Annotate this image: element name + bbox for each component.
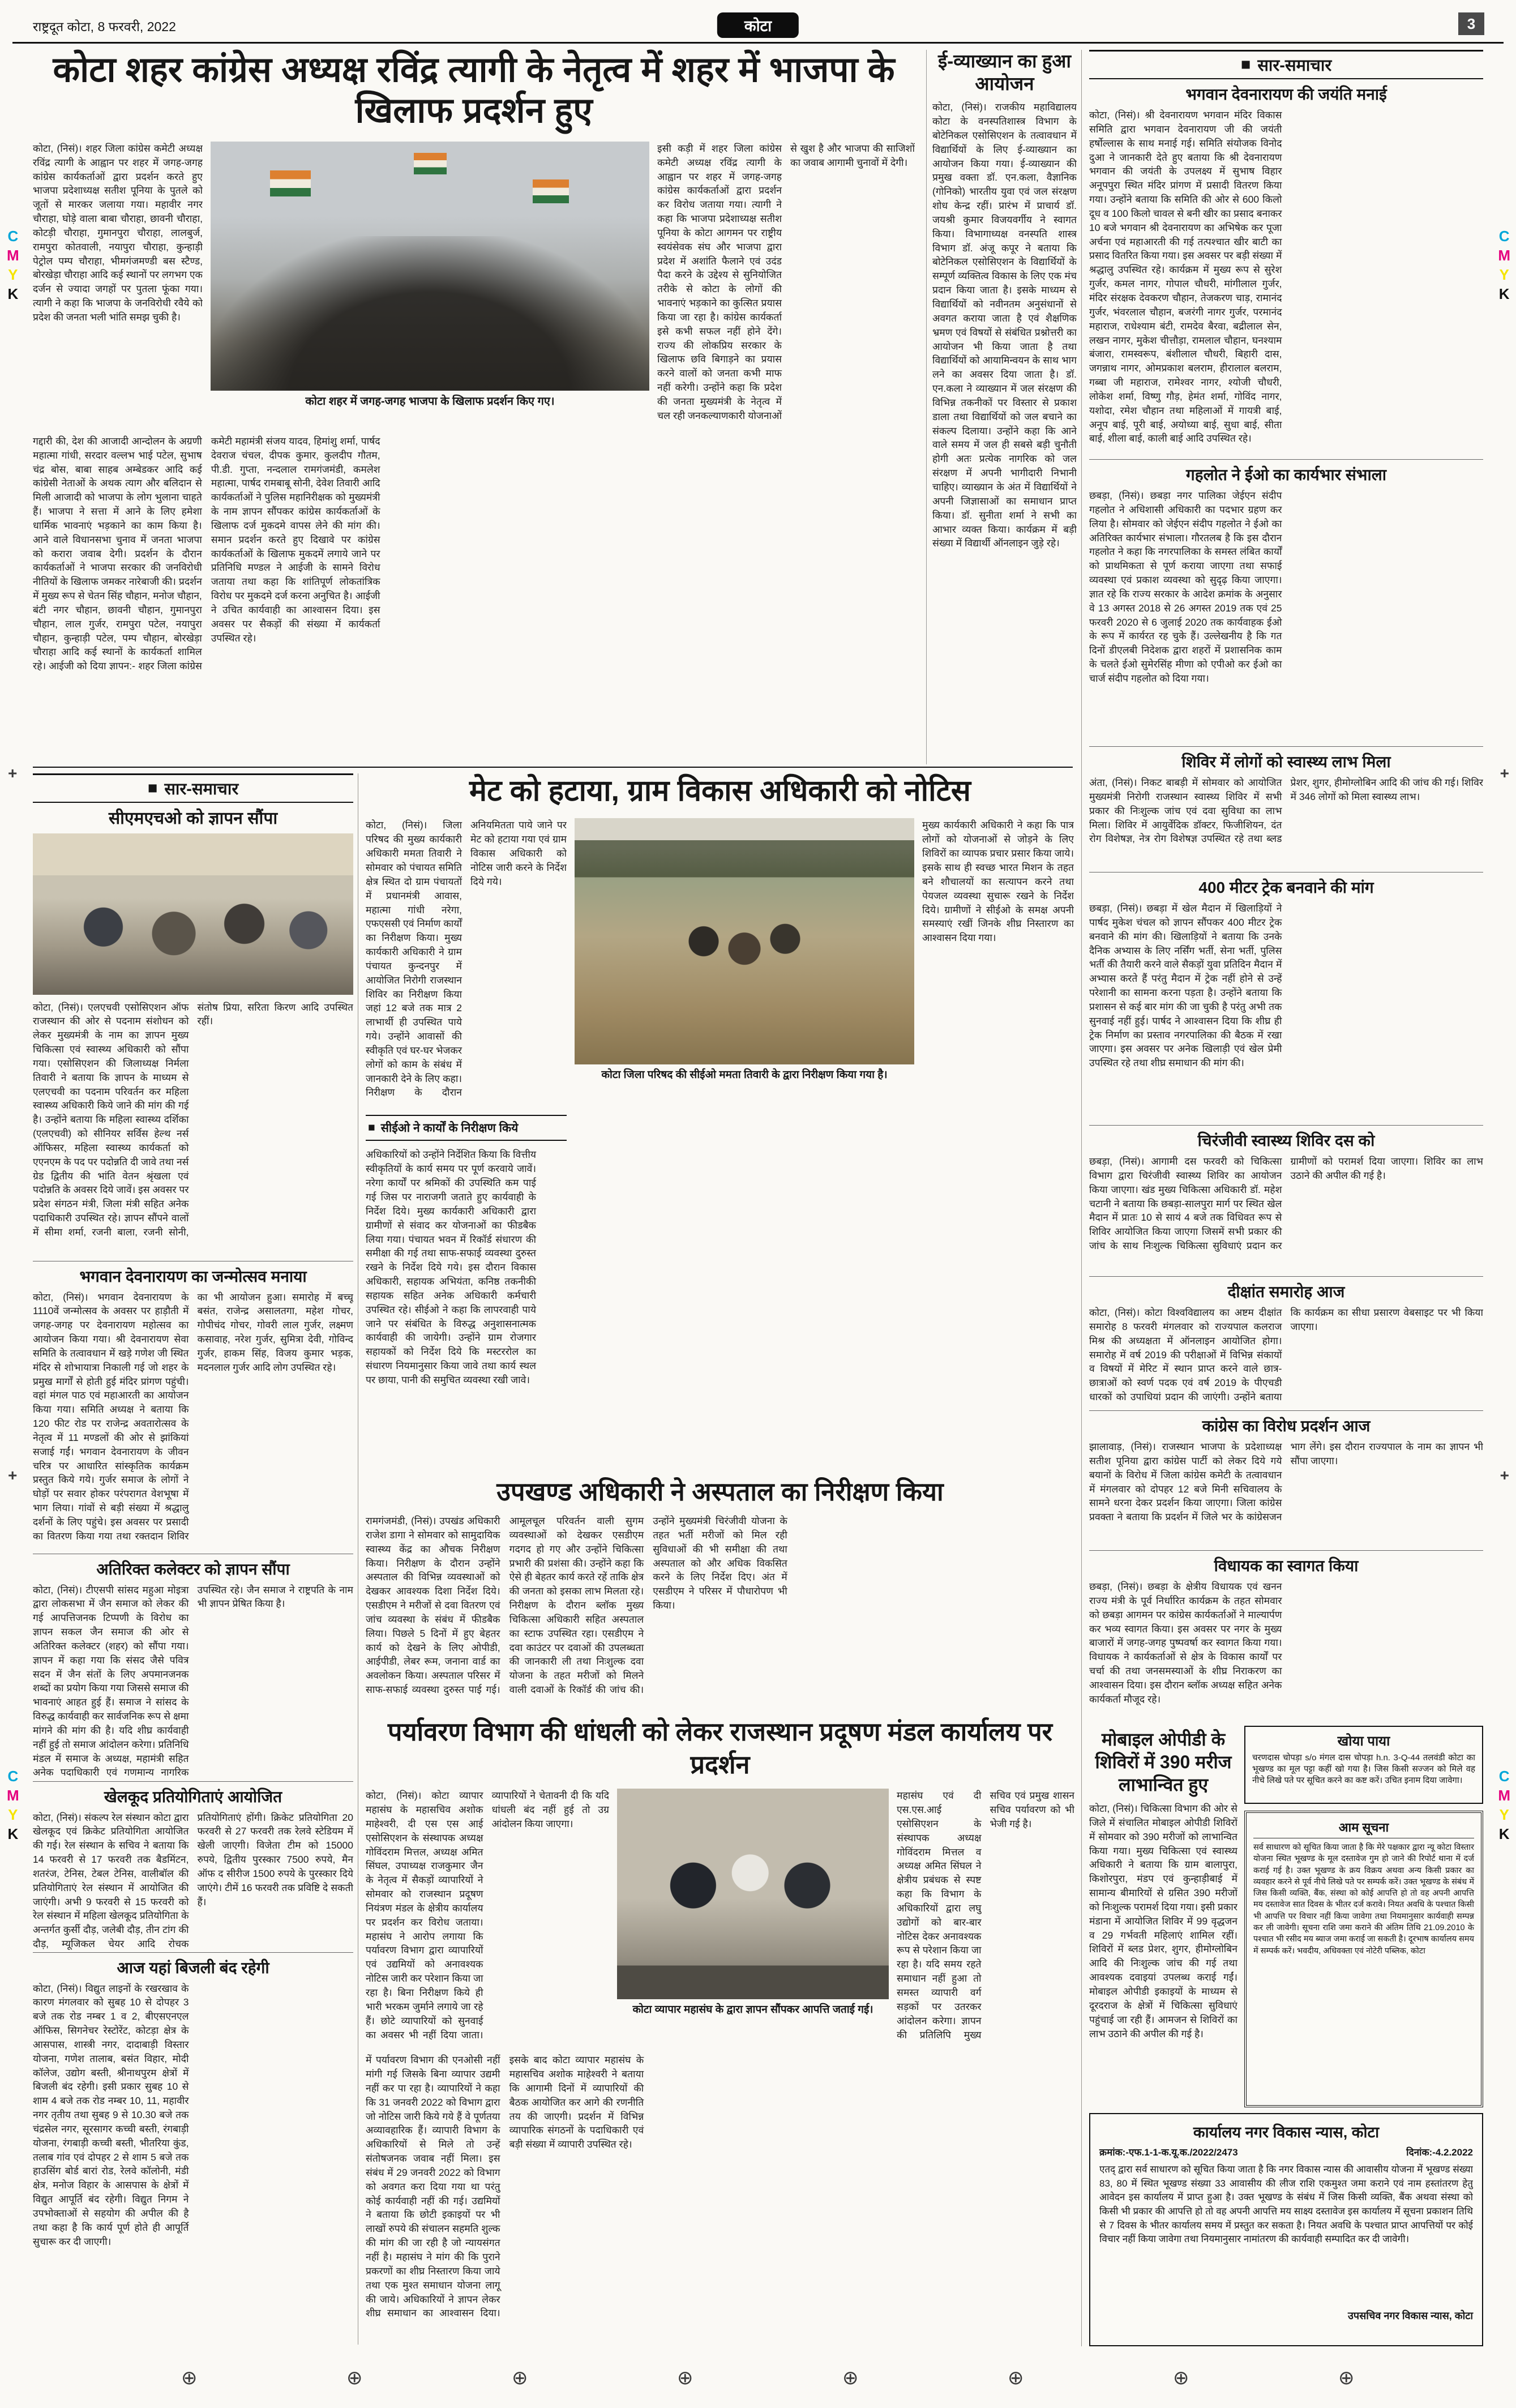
left-article-headline: अतिरिक्त कलेक्टर को ज्ञापन सौंपा xyxy=(33,1554,353,1583)
trust-notice-body: एतद् द्वारा सर्व साधारण को सूचित किया जाता है कि नगर विकास न्यास की आवासीय योजना में भूखण्ड संख्या 83, 80 में स्थित भूखण्ड संख्या 33 आवासीय की लीज राशि एकमुश्त जमा कराने एवं नाम हस्तांतरण हेतु आवेदन इस कार्यालय में प्राप्त हुआ है। उक्त भूखण्ड के संबंध में जिस किसी व्यक्ति, बैंक अथवा संस्था को किसी भी प्रकार की आपत्ति हो तो वह अपनी आपत्ति मय साक्ष्य दस्तावेज इस कार्यालय में सूचना प्रकाशन तिथि से 7 दिवस के भीतर कार्यालय समय में प्रस्तुत कर सकता है। नियत अवधि के पश्चात प्राप्त आपत्तियों पर कोई विचार नहीं किया जावेगा तथा नियमानुसार नामांतरण की कार्यवाही सम्पादित कर दी जावेगी। xyxy=(1099,2164,1473,2245)
left-article-headline: भगवान देवनारायण का जन्मोत्सव मनाया xyxy=(33,1261,353,1290)
lead-body-left: कोटा, (निसं)। शहर जिला कांग्रेस कमेटी अध्यक्ष रविंद्र त्यागी के आह्वान पर शहर में जगह-जगह कांग्रेस कार्यकर्ताओं द्वारा प्रदर्शन करते हुए भाजपा प्रदेशाध्यक्ष सतीश पूनिया के पुतले को जूतों से मारकर जलाया गया। महावीर नगर चौराहा, घोड़े वाला बाबा चौराहा, छावनी चौराहा, कोटड़ी चौराहा, गुमानपुरा चौराहा, लालबुर्ज, रामपुरा कोतवाली, नयापुरा चौराहा, कुन्हाड़ी पेट्रोल पम्प चौराहा, भीमगंजमण्डी बस स्टैण्ड, बोरखेड़ा चौराहा आदि कई स्थानों पर लगभग एक दर्जन से ज्यादा जगहों पर पुतला फूंका गया। त्यागी ने कहा कि भाजपा के जनविरोधी रवैये को प्रदेश की जनता भली भांति समझ चुकी है। xyxy=(33,142,203,323)
registration-target: ⊕ xyxy=(842,2367,859,2389)
registration-cross: + xyxy=(8,764,18,782)
section-bullet-icon: ■ xyxy=(1240,55,1251,74)
column-rule xyxy=(1081,50,1082,2346)
left-article-headline: खेलकूद प्रतियोगिताएं आयोजित xyxy=(33,1781,353,1811)
paryavaran-photo-caption: कोटा व्यापार महासंघ के द्वारा ज्ञापन सौंपकर आपत्ति जताई गई। xyxy=(632,2004,873,2016)
section-rule xyxy=(33,767,1073,768)
saar-article-headline: शिविर में लोगों को स्वास्थ्य लाभ मिला xyxy=(1089,746,1483,776)
saar-article-body: छबड़ा, (निसं)। छबड़ा नगर पालिका जेईएन संदीप गहलोत ने अधिशासी अधिकारी का पदभार ग्रहण कर लिया है। सोमवार को जेईएन संदीप गहलोत ने ईओ का अतिरिक्त कार्यभार संभाला। गौरतलब है कि इस दौरान गहलोत ने कहा कि नगरपालिका के समस्त लंबित कार्यों को प्राथमिकता से पूर्ण कराया जाएगा तथा सफाई व्यवस्था एवं प्रकाश व्यवस्था को सुदृढ़ किया जाएगा। ज्ञात रहे कि राज्य सरकार के आदेश क्रमांक के अनुसार वे 13 अगस्त 2018 से 26 अगस्त 2019 तक एवं 25 फरवरी 2020 से 6 जुलाई 2020 तक कार्यवाहक ईओ के रूप में कार्यरत रह चुके हैं। उल्लेखनीय है कि गत दिनों डीएलबी निदेशक द्वारा शहरों में प्रशासनिक काम के चलते ईओ सुमेरसिंह मीणा को एपीओ कर ईओ का चार्ज संदीप गहलोत को दिया गया। xyxy=(1089,490,1282,684)
cmyk-m: M xyxy=(1498,1787,1510,1804)
evyakhyan-article xyxy=(926,50,1082,764)
cmyk-k: K xyxy=(1498,1825,1510,1842)
lead-top-row xyxy=(33,142,915,427)
lead-headline: कोटा शहर कांग्रेस अध्यक्ष रविंद्र त्यागी के नेतृत्व में शहर में भाजपा के खिलाफ प्रदर्शन हुए xyxy=(53,50,895,130)
left-article-body: कोटा, (निसं)। संकल्प रेल संस्थान कोटा द्वारा खेलकूद एवं क्रिकेट प्रतियोगिता आयोजित की गई। रेल संस्थान के सचिव ने बताया कि 14 फरवरी से 17 फरवरी तक बैडमिंटन, शतरंज, टेनिस, टेबल टेनिस, वालीबॉल की प्रतियोगिताएं रेल संस्थान में आयोजित की जाएंगी। अभी 9 फरवरी से 15 फरवरी को रेल संस्थान में महिला खेलकूद प्रतियोगिता के अन्तर्गत कुर्सी दौड़, जलेबी दौड़, तीन टांग की दौड़, म्यूजिकल चेयर आदि रोचक प्रतियोगिताएं होंगी। क्रिकेट प्रतियोगिता 20 फरवरी से 27 फरवरी तक रेलवे स्टेडियम में खेली जाएगी। विजेता टीम को 15000 रुपये, द्वितीय पुरस्कार 7500 रुपये, मैन ऑफ द सीरीज 1500 रुपये के पुरस्कार दिये जाएंगे। टीमें 16 फरवरी तक प्रविष्टि दे सकती हैं। xyxy=(33,1811,353,1950)
saar-article-headline: 400 मीटर ट्रेक बनवाने की मांग xyxy=(1089,872,1483,901)
aam-suchna-title: आम सूचना xyxy=(1253,1819,1474,1838)
cmyk-mark xyxy=(7,226,19,303)
upkhand-body: रामगंजमंडी, (निसं)। उपखंड अधिकारी राजेश डागा ने सोमवार को सामुदायिक स्वास्थ्य केंद्र का औचक निरीक्षण किया। निरीक्षण के दौरान उन्होंने अस्पताल की विभिन्न व्यवस्थाओं को देखकर आवश्यक दिशा निर्देश दिये। एसडीएम ने मरीजों से दवा वितरण एवं जांच व्यवस्था के संबंध में फीडबैक लिया। पिछले 5 दिनों में हुए बेहतर कार्य को देखने के लिए ओपीडी, आईपीडी, लेबर रूम, जनाना वार्ड का अवलोकन किया। अस्पताल परिसर में साफ-सफाई व्यवस्था दुरुस्त पाई गई। आमूलचूल परिवर्तन वाली सुगम व्यवस्थाओं को देखकर एसडीएम गदगद हो गए और उन्होंने चिकित्सा प्रभारी की प्रशंसा की। उन्होंने कहा कि ऐसे ही बेहतर कार्य करते रहें ताकि क्षेत्र की जनता को इसका लाभ मिलता रहे। निरीक्षण के दौरान ब्लॉक मुख्य चिकित्सा अधिकारी सहित अस्पताल का स्टाफ उपस्थित रहा। एसडीएम ने दवा काउंटर पर दवाओं की उपलब्धता की जानकारी ली तथा निःशुल्क दवा योजना के तहत मरीजों को मिलने वाली दवाओं के रिकॉर्ड की जांच की। उन्होंने मुख्यमंत्री चिरंजीवी योजना के तहत भर्ती मरीजों को मिल रही सुविधाओं की भी समीक्षा की तथा अस्पताल को और अधिक विकसित करने के लिए निर्देश दिए। अंत में एसडीएम ने परिसर में पौधारोपण भी किया। xyxy=(366,1515,787,1696)
met-top-row xyxy=(366,818,1074,1108)
paryavaran-headline: पर्यावरण विभाग की धांधली को लेकर राजस्थान प्रदूषण मंडल कार्यालय पर प्रदर्शन xyxy=(387,1717,1053,1779)
lead-photo-block xyxy=(211,142,649,427)
registration-target: ⊕ xyxy=(1338,2367,1355,2389)
cmho-headline: सीएमएचओ को ज्ञापन सौंपा xyxy=(108,809,278,828)
left-article-body: कोटा, (निसं)। भगवान देवनारायण के 1110वें जन्मोत्सव के अवसर पर हाड़ौती में जगह-जगह पर देवनारायण महोत्सव का आयोजन किया गया। श्री देवनारायण सेवा समिति के तत्वावधान में खड़े गणेश जी स्थित मंदिर से शोभायात्रा निकाली गई जो शहर के प्रमुख मार्गों से होती हुई मंदिर प्रांगण पहुंची। वहां मंगल पाठ एवं महाआरती का आयोजन किया गया। समिति अध्यक्ष ने बताया कि 120 फीट रोड पर राजेन्द्र अवतारोत्सव के नेतृत्व में 11 मण्डलों की ओर से झांकियां सजाई गईं। भगवान देवनारायण के जीवन चरित्र पर आधारित सांस्कृतिक कार्यक्रम प्रस्तुत किये गये। गुर्जर समाज के लोगों ने घोड़ों पर सवार होकर परंपरागत वेशभूषा में भाग लिया। गांवों से बड़ी संख्या में श्रद्धालु दर्शनों के लिए पहुंचे। इस अवसर पर प्रसादी का वितरण किया गया तथा रक्तदान शिविर का भी आयोजन हुआ। समारोह में बच्चू बसंत, राजेन्द्र असालतगा, महेश गोचर, गोपीचंद गोचर, गोवरी लाल गुर्जर, लक्ष्मण कसावाह, नरेश गुर्जर, सुमित्रा देवी, गोविन्द गुर्जर, हाकम सिंह, विजय कुमार भड़क, मदनलाल गुर्जर आदि लोग उपस्थित रहे। xyxy=(33,1291,353,1542)
cmyk-c: C xyxy=(7,1768,19,1785)
registration-target: ⊕ xyxy=(1008,2367,1024,2389)
section-bullet-icon: ■ xyxy=(147,779,158,797)
saar-article-headline: भगवान देवनारायण की जयंति मनाई xyxy=(1185,85,1387,103)
cmyk-y: Y xyxy=(8,266,18,283)
trust-notice-date: दिनांक:-4.2.2022 xyxy=(1406,2147,1473,2158)
cmyk-y: Y xyxy=(1499,1806,1509,1823)
khoya-paya-body: चरणदास चोपड़ा s/o मंगल दास चोपड़ा h.n. 3-Q-44 तलवंडी कोटा का भूखण्ड का मूल पट्टा कहीं खो गया है। जिस किसी सज्जन को मिले वह नीचे लिखे पते पर सूचित करने का कष्ट करें। उचित इनाम दिया जावेगा। xyxy=(1252,1753,1475,1785)
saar-article-body: कोटा, (निसं)। कोटा विश्वविद्यालय का अष्टम दीक्षांत समारोह 8 फरवरी मंगलवार को राज्यपाल कलराज मिश्र की अध्यक्षता में ऑनलाइन आयोजित होगा। समारोह में वर्ष 2019 की परीक्षाओं में विभिन्न संकायों व विषयों में मेरिट में स्थान प्राप्त करने वाले छात्र-छात्राओं को स्वर्ण पदक एवं वर्ष 2019 के पीएचडी धारकों को उपाधियां प्रदान की जाएंगी। उन्होंने बताया कि कार्यक्रम का सीधा प्रसारण वेबसाइट पर भी किया जाएगा। xyxy=(1089,1307,1483,1403)
saar-right-section-title: सार-समाचार xyxy=(1257,57,1332,75)
saar-article-body: छबड़ा, (निसं)। छबड़ा में खेल मैदान में खिलाड़ियों ने पार्षद मुकेश चंचल को ज्ञापन सौंपकर 400 मीटर ट्रेक बनवाने की मांग की। खिलाड़ियों ने बताया कि उनके दैनिक अभ्यास के लिए नर्सिंग भर्ती, सेना भर्ती, पुलिस भर्ती की तैयारी करने वाले सैकड़ों युवा प्रतिदिन मैदान में अभ्यास करते हैं परंतु मैदान में ट्रेक नहीं होने से उन्हें परेशानी का सामना करना पड़ता है। उन्होंने बताया कि प्रशासन से कई बार मांग की जा चुकी है परंतु अभी तक सुनवाई नहीं हुई। पार्षद ने आश्वासन दिया कि शीघ्र ही ट्रेक निर्माण का प्रस्ताव नगरपालिका की बैठक में रखा जाएगा। इस अवसर पर अनेक खिलाड़ी एवं खेल प्रेमी उपस्थित रहे तथा शीघ्र समाधान की मांग की। xyxy=(1089,903,1282,1069)
cmyk-mark xyxy=(7,1767,19,1844)
met-headline: मेट को हटाया, ग्राम विकास अधिकारी को नोटिस xyxy=(469,775,971,807)
registration-cross: + xyxy=(1500,1466,1509,1484)
upkhand-headline: उपखण्ड अधिकारी ने अस्पताल का निरीक्षण किया xyxy=(496,1477,944,1506)
trust-notice-sign: उपसचिव नगर विकास न्यास, कोटा xyxy=(1348,2310,1473,2321)
registration-target: ⊕ xyxy=(512,2367,528,2389)
upkhand-story xyxy=(366,1477,1074,1701)
met-photo xyxy=(575,818,914,1064)
saar-article-headline: दीक्षांत समारोह आज xyxy=(1089,1276,1483,1306)
aam-suchna-body: सर्व साधारण को सूचित किया जाता है कि मेरे पक्षकार द्वारा न्यू कोटा विस्तार योजना स्थित भूखण्ड के मूल दस्तावेज गुम हो जाने की रिपोर्ट थाना में दर्ज कराई गई है। उक्त भूखण्ड के क्रय विक्रय अथवा अन्य किसी प्रकार का व्यवहार करने से पूर्व नीचे लिखे पते पर सम्पर्क करें। उक्त भूखण्ड के संबंध में जिस किसी व्यक्ति, बैंक, संस्था को कोई आपत्ति हो तो वह अपनी आपत्ति मय दस्तावेज सात दिवस के भीतर दर्ज करावे। नियत अवधि के पश्चात किसी भी आपत्ति पर विचार नहीं किया जावेगा तथा नियमानुसार कार्यवाही सम्पन्न कर ली जावेगी। सूचना राशि जमा कराने की अंतिम तिथि 21.09.2010 के पश्चात भी रसीद मय ब्याज जमा कराई जा सकती है। दूरभाष कार्यालय समय में सम्पर्क करें। भवदीय, अधिवक्ता एवं नोटेरी पब्लिक, कोटा xyxy=(1253,1843,1474,1956)
mobile-opd-headline: मोबाइल ओपीडी के शिविरों में 390 मरीज लाभान्वित हुए xyxy=(1095,1729,1232,1795)
saar-article-headline: गहलोत ने ईओ का कार्यभार संभाला xyxy=(1089,459,1483,489)
lead-body-bottom: गद्दारी की, देश की आजादी आन्दोलन के अग्रणी महात्मा गांधी, सरदार वल्लभ भाई पटेल, सुभाष चंद्र बोस, बाबा साहब अम्बेडकर आदि कई कांग्रेसी नेताओं के अथक त्याग और बलिदान से मिली आजादी को भाजपा के लोग भुलाना चाहते हैं। भाजपा ने सत्ता में आने के लिए हमेशा धार्मिक भावनाएं भड़काने का काम किया है। आने वाले विधानसभा चुनाव में जनता भाजपा को करारा जवाब देगी। प्रदर्शन के दौरान कार्यकर्ताओं ने भाजपा सरकार की जनविरोधी नीतियों के खिलाफ जमकर नारेबाजी की। प्रदर्शन में मुख्य रूप से चेतन सिंह चौहान, मनोज चौहान, बंटी नगर चौहान, छावनी चौहान, गुमानपुरा चौहान, लाल गुर्जर, रामपुरा पटेल, नयापुरा चौहान, कुन्हाड़ी पटेल, पम्प चौहान, बोरखेड़ा चौराहा आदि कई स्थानों के कार्यकर्ता शामिल रहे। आईजी को दिया ज्ञापन:- शहर जिला कांग्रेस कमेटी महामंत्री संजय यादव, हिमांशु शर्मा, पार्षद देवराज चंचल, दीपक कुमार, कुलदीप गौतम, पी.डी. गुप्ता, नन्दलाल रामगंजमंडी, कमलेश महात्मा, पार्षद रामबाबू सोनी, देवेश तिवारी आदि कार्यकर्ताओं ने पुलिस महानिरीक्षक को मुख्यमंत्री के नाम ज्ञापन सौंपकर कांग्रेस कार्यकर्ताओं के खिलाफ दर्ज मुकदमे वापस लेने की मांग की। समान प्रदर्शन करते हुए दिखावे पर कांग्रेस कार्यकर्ताओं के खिलाफ मुकदमें लगाये जाने पर प्रतिनिधि मण्डल ने आईजी के सामने विरोध जताया तथा कहा कि शांतिपूर्ण लोकतांत्रिक विरोध पर मुकदमे दर्ज करना अनुचित है। आईजी ने उचित कार्यवाही का आश्वासन दिया। इस अवसर पर सैकड़ों की संख्या में कार्यकर्ता उपस्थित रहे। xyxy=(33,435,380,672)
left-article-body: कोटा, (निसं)। विद्युत लाइनों के रखरखाव के कारण मंगलवार को सुबह 10 से दोपहर 3 बजे तक रोड नम्बर 1 व 2, बीएसएनएल ऑफिस, सिगनेचर रेस्टोरेंट, कोटड़ा क्षेत्र के आसपास, शास्त्री नगर, दादाबाड़ी विस्तार योजना, गणेश तालाब, बसंत विहार, मोदी कॉलेज, उद्योग बस्ती, श्रीनाथपुरम क्षेत्रों में बिजली बंद रहेगी। इसी प्रकार सुबह 10 से शाम 4 बजे तक रोड नम्बर 10, 11, महावीर नगर तृतीय तथा सुबह 9 से 10.30 बजे तक चंद्रसेल नगर, सूरसागर कच्ची बस्ती, रंगबाड़ी योजना, रंगबाड़ी कच्ची बस्ती, भीतरिया कुंड, तलाब गांव एवं दोपहर 2 से शाम 5 बजे तक हाउसिंग बोर्ड बारां रोड, रेलवे कॉलोनी, मंडी क्षेत्र, मनोज विहार के आसपास के क्षेत्रों में विद्युत आपूर्ति बंद रहेगी। विद्युत निगम ने उपभोक्ताओं से सहयोग की अपील की है तथा कहा है कि कार्य पूर्ण होते ही आपूर्ति सुचारू कर दी जाएगी। xyxy=(33,1982,189,2247)
cmyk-c: C xyxy=(1498,228,1510,245)
cmyk-y: Y xyxy=(8,1806,18,1823)
lead-photo xyxy=(211,142,649,391)
trust-notice-title: कार्यालय नगर विकास न्यास, कोटा xyxy=(1193,2124,1380,2141)
saar-article-headline: चिरंजीवी स्वास्थ्य शिविर दस को xyxy=(1089,1125,1483,1154)
cmyk-c: C xyxy=(7,228,19,245)
paryavaran-top-row xyxy=(366,1789,1074,2046)
saar-article-body: छबड़ा, (निसं)। आगामी दस फरवरी को चिकित्सा विभाग द्वारा चिरंजीवी स्वास्थ्य शिविर का आयोजन किया जाएगा। खंड मुख्य चिकित्सा अधिकारी डॉ. महेश चटानी ने बताया कि छबड़ा-सालपुरा मार्ग पर स्थित खेल मैदान में प्रातः 10 से सायं 4 बजे तक विधिवत रूप से शिविर आयोजित किया जाएगा जिसमें सभी प्रकार की जांच के साथ निःशुल्क चिकित्सा सुविधाएं प्रदान कर ग्रामीणों को परामर्श दिया जाएगा। शिविर का लाभ उठाने की अपील की गई है। xyxy=(1089,1156,1483,1252)
registration-cross: + xyxy=(8,1466,18,1484)
paryavaran-photo xyxy=(617,1789,889,1999)
aam-suchna-box xyxy=(1244,1811,1483,2107)
page-number: 3 xyxy=(1458,12,1484,35)
cmho-photo xyxy=(33,833,353,995)
evyakhyan-body: कोटा, (निसं)। राजकीय महाविद्यालय कोटा के वनस्पतिशास्त्र विभाग के बोटेनिकल एसोसिएशन के तत्वावधान में विद्यार्थियों के लिए ई-व्याख्यान का आयोजन किया गया। ई-व्याख्यान की प्रमुख वक्ता डॉ. एन.कला, वैज्ञानिक (गोनिको) भारतीय युवा एवं जल संरक्षण शोध केन्द्र रहीं। प्रारंभ में प्राचार्य डॉ. जयश्री कुमार विजयवर्गीय ने स्वागत किया। विभागाध्यक्ष वनस्पति शास्त्र विभाग डॉ. अंजू कपूर ने बताया कि बोटेनिकल एसोसिएशन के विद्यार्थियों के सम्पूर्ण व्यक्तित्व विकास के लिए एक मंच प्रदान किया जाता है। इसके माध्यम से विद्यार्थियों को नवीनतम अनुसंधानों से अवगत कराया जाता है एवं शैक्षणिक भ्रमण एवं विषयों से संबंधित प्रश्नोत्तरी का आयोजन भी किया जाता है तथा विद्यार्थियों को आयामिन्वयन के साथ भाग लने का अवसर दिया जाता है। डॉ. एन.कला ने व्याख्यान में जल संरक्षण की विभिन्न तकनीकों पर विस्तार से प्रकाश डाला तथा विद्यार्थियों को जल बचाने का संकल्प दिलाया। उन्होंने कहा कि आने वाले समय में जल ही सबसे बड़ी चुनौती होगी अतः प्रत्येक नागरिक को जल संरक्षण में अपनी भागीदारी निभानी चाहिए। व्याख्यान के अंत में विद्यार्थियों ने अपनी जिज्ञासाओं का समाधान प्राप्त किया। डॉ. सुनीता शर्मा ने सभी का आभार व्यक्त किया। कार्यक्रम में बड़ी संख्या में विद्यार्थी ऑनलाइन जुड़े रहे। xyxy=(932,101,1077,549)
mobile-opd-body: कोटा, (निसं)। चिकित्सा विभाग की ओर से जिले में संचालित मोबाइल ओपीडी शिविरों में सोमवार को 390 मरीजों को लाभान्वित किया गया। मुख्य चिकित्सा एवं स्वास्थ्य अधिकारी ने बताया कि ग्राम बालापुरा, किशोरपुरा, मंडप एवं कुन्हाड़ीबाई में सामान्य बीमारियों से ग्रसित 390 मरीजों को निःशुल्क परामर्श दिया गया। इसी प्रकार मंडाना में आयोजित शिविर में 99 वृद्धजन व 29 गर्भवती महिलाएं शामिल रहीं। शिविरों में ब्लड प्रेशर, शुगर, हीमोग्लोबिन आदि की निःशुल्क जांच की गई तथा आवश्यक दवाइयां उपलब्ध कराई गईं। मोबाइल ओपीडी इकाइयों के माध्यम से दूरदराज के क्षेत्रों में चिकित्सा सुविधाएं पहुंचाई जा रही हैं। आमजन से शिविरों का लाभ उठाने की अपील की गई है। xyxy=(1089,1803,1237,2039)
paryavaran-story xyxy=(366,1716,1074,2328)
met-body-right: मुख्य कार्यकारी अधिकारी ने कहा कि पात्र लोगों को योजनाओं से जोड़ने के लिए शिविरों का व्यापक प्रचार प्रसार किया जाये। इसके साथ ही स्वच्छ भारत मिशन के तहत बने शौचालयों का सत्यापन करने तथा पेयजल व्यवस्था सुचारू रखने के निर्देश दिये। ग्रामीणों ने सीईओ के समक्ष अपनी समस्याएं रखीं जिनके शीघ्र निस्तारण का आश्वासन दिया गया। xyxy=(922,819,1074,944)
cmyk-c: C xyxy=(1498,1768,1510,1785)
cmyk-m: M xyxy=(7,1787,19,1804)
saar-article-body: झालावाड़, (निसं)। राजस्थान भाजपा के प्रदेशाध्यक्ष सतीश पूनिया द्वारा कांग्रेस पार्टी को लेकर दिये गये बयानों के विरोध में जिला कांग्रेस कमेटी के तत्वावधान में मंगलवार को दोपहर 12 बजे मिनी सचिवालय के सामने धरना देकर प्रदर्शन किया जाएगा। जिला कांग्रेस प्रवक्ता ने बताया कि प्रदर्शन में जिले भर के कांग्रेसजन भाग लेंगे। इस दौरान राज्यपाल के नाम का ज्ञापन भी सौंपा जाएगा। xyxy=(1089,1441,1483,1523)
paryavaran-photo-block xyxy=(617,1789,889,2046)
met-body-bottom: अधिकारियों को उन्होंने निर्देशित किया कि वित्तीय स्वीकृतियों के कार्य समय पर पूर्ण करवाये जावें। नरेगा कार्यों पर श्रमिकों की उपस्थिति कम पाई गई जिस पर नाराजगी जताते हुए कार्यवाही के निर्देश दिये। मुख्य कार्यकारी अधिकारी द्वारा ग्रामीणों से संवाद कर योजनाओं का फीडबैक लिया गया। पंचायत भवन में रिकॉर्ड संधारण की समीक्षा की गई तथा साफ-सफाई व्यवस्था दुरुस्त रखने के निर्देश दिये गये। इस दौरान विकास अधिकारी, सहायक अभियंता, कनिष्ठ तकनीकी सहायक सहित अनेक अधिकारी कर्मचारी उपस्थित रहे। सीईओ ने कहा कि लापरवाही पाये जाने पर संबंधित के विरुद्ध अनुशासनात्मक कार्यवाही की जायेगी। उन्होंने ग्राम रोजगार सहायकों को निर्देश दिये कि मस्टररोल का संधारण नियमानुसार किया जावे तथा कार्य स्थल पर छाया, पानी की समुचित व्यवस्था रखी जावे। xyxy=(366,1149,536,1385)
cmyk-mark xyxy=(1498,1767,1510,1844)
met-story xyxy=(366,773,1074,1431)
saar-article-headline: कांग्रेस का विरोध प्रदर्शन आज xyxy=(1089,1410,1483,1440)
paryavaran-body-bottom: में पर्यावरण विभाग की एनओसी नहीं मांगी गई जिसके बिना व्यापार उद्यमी नहीं कर पा रहा है। व्यापारियों ने कहा कि 31 जनवरी 2022 को विभाग द्वारा जो नोटिस जारी किये गये हैं वे पूर्णतया अव्यावहारिक हैं। व्यापारी विभाग के अधिकारियों से मिले तो उन्हें संतोषजनक जवाब नहीं मिला। इस संबंध में 29 जनवरी 2022 को विभाग को अवगत करा दिया गया था परंतु कोई कार्यवाही नहीं की गई। उद्यमियों ने बताया कि छोटी इकाइयों पर भी लाखों रुपये की संचालन सहमति शुल्क की मांग की जा रही है जो न्यायसंगत नहीं है। महासंघ ने मांग की कि पुराने प्रकरणों का शीघ्र निस्तारण किया जाये तथा एक मुश्त समाधान योजना लागू की जाये। अधिकारियों ने ज्ञापन लेकर शीघ्र समाधान का आश्वासन दिया। इसके बाद कोटा व्यापार महासंघ के महासचिव अशोक माहेश्वरी ने बताया कि आगामी दिनों में व्यापारियों की बैठक आयोजित कर आगे की रणनीति तय की जाएगी। प्रदर्शन में विभिन्न व्यापारिक संगठनों के पदाधिकारी एवं बड़ी संख्या में व्यापारी उपस्थित रहे। xyxy=(366,2054,644,2319)
met-note-strip xyxy=(366,1115,567,1141)
paryavaran-body-right: महासंघ एवं दी एस.एस.आई एसोसिएशन के संस्थापक अध्यक्ष गोविंदराम मित्तल व अध्यक्ष अमित सिंघल ने क्षेत्रीय प्रबंधक से स्पष्ट कहा कि विभाग के अधिकारियों द्वारा लघु उद्योगों को बार-बार नोटिस देकर अनावश्यक रूप से परेशान किया जा रहा है। यदि समय रहते समाधान नहीं हुआ तो समस्त व्यापारी वर्ग सड़कों पर उतरकर आंदोलन करेगा। ज्ञापन की प्रतिलिपि मुख्य सचिव एवं प्रमुख शासन सचिव पर्यावरण को भी भेजी गई है। xyxy=(897,1790,1074,2041)
registration-cross: + xyxy=(1500,764,1509,782)
trust-notice-box xyxy=(1089,2113,1483,2346)
met-photo-caption: कोटा जिला परिषद की सीईओ ममता तिवारी के द्वारा निरीक्षण किया गया है। xyxy=(601,1069,888,1081)
evyakhyan-headline: ई-व्याख्यान का हुआ आयोजन xyxy=(938,50,1071,94)
cmyk-k: K xyxy=(1498,285,1510,302)
masthead-date: राष्ट्रदूत कोटा, 8 फरवरी, 2022 xyxy=(33,19,176,34)
registration-target: ⊕ xyxy=(677,2367,693,2389)
paryavaran-body-left: कोटा, (निसं)। कोटा व्यापार महासंघ के महासचिव अशोक माहेश्वरी, दी एस एस आई एसोसिएशन के संस्थापक अध्यक्ष गोविंदराम मित्तल, अध्यक्ष अमित सिंघल, उपाध्यक्ष राजकुमार जैन के नेतृत्व में सैकड़ों व्यापारियों ने सोमवार को राजस्थान प्रदूषण नियंत्रण मंडल के क्षेत्रीय कार्यालय पर प्रदर्शन कर विरोध जताया। महासंघ ने आरोप लगाया कि पर्यावरण विभाग द्वारा व्यापारियों एवं उद्यमियों को अनावश्यक नोटिस जारी कर परेशान किया जा रहा है। बिना निरीक्षण किये ही भारी भरकम जुर्माने लगाये जा रहे हैं। छोटे व्यापारियों को सुनवाई का अवसर भी नहीं दिया जाता। व्यापारियों ने चेतावनी दी कि यदि धांधली बंद नहीं हुई तो उग्र आंदोलन किया जाएगा। xyxy=(366,1790,609,2041)
saar-left-section-title: सार-समाचार xyxy=(164,780,239,798)
cmyk-y: Y xyxy=(1499,266,1509,283)
saar-article-body: छबड़ा, (निसं)। छबड़ा के क्षेत्रीय विधायक एवं खनन राज्य मंत्री के पूर्व निर्धारित कार्यक्रम के तहत सोमवार को छबड़ा आगमन पर कांग्रेस कार्यकर्ताओं ने माल्यार्पण कर भव्य स्वागत किया। इस अवसर पर नगर के मुख्य बाजारों में जगह-जगह पुष्पवर्षा कर स्वागत किया गया। विधायक ने कार्यकर्ताओं से क्षेत्र के विकास कार्यों पर चर्चा की तथा जनसमस्याओं के शीघ्र निराकरण का आश्वासन दिया। इस दौरान ब्लॉक अध्यक्ष सहित अनेक कार्यकर्ता मौजूद रहे। xyxy=(1089,1581,1282,1705)
khoya-paya-title: खोया पाया xyxy=(1337,1734,1390,1749)
lead-photo-caption: कोटा शहर में जगह-जगह भाजपा के खिलाफ प्रदर्शन किए गए। xyxy=(305,395,555,408)
cmho-body: कोटा, (निसं)। एलएचवी एसोसिएशन ऑफ राजस्थान की ओर से पदनाम संशोधन को लेकर मुख्यमंत्री के नाम का ज्ञापन मुख्य चिकित्सा एवं स्वास्थ्य अधिकारी को सौंपा गया। एसोसिएशन की जिलाध्यक्ष निर्मला तिवारी ने बताया कि ज्ञापन के माध्यम से एलएचवी का पदनाम परिवर्तन कर महिला स्वास्थ्य अधिकारी किये जाने की मांग की गई है। उन्होंने बताया कि महिला स्वास्थ्य दर्शिका (एलएचवी) को सीनियर सर्विस हेल्थ नर्स ऑफिसर, महिला स्वास्थ्य कार्यकर्ता को एएनएम के पद पर पदोन्नति दी जावे तथा नर्स ग्रेड द्वितीय की भांति वेतन श्रृंखला एवं पदोन्नति के अवसर दिये जावें। इस अवसर पर प्रदेश संगठन मंत्री, जिला मंत्री सहित अनेक पदाधिकारी उपस्थित रहे। ज्ञापन सौंपने वालों में सीमा शर्मा, रजनी बाला, रजनी सोनी, संतोष प्रिया, सरिता किरण आदि उपस्थित रहीं। xyxy=(33,1001,353,1238)
left-rail xyxy=(33,773,353,2355)
cmyk-k: K xyxy=(7,285,19,302)
cmyk-mark xyxy=(1498,226,1510,303)
mobile-opd-article xyxy=(1089,1728,1237,2079)
trust-notice-ref-row xyxy=(1099,2145,1473,2158)
trust-notice-ref: क्रमांक:-एफ.1-1-क.यू.क./2022/2473 xyxy=(1099,2147,1238,2158)
registration-target: ⊕ xyxy=(181,2367,198,2389)
saar-article-body: अंता, (निसं)। निकट बाबड़ी में सोमवार को आयोजित मुख्यमंत्री निरोगी राजस्थान स्वास्थ्य शिविर में सभी प्रकार की निःशुल्क जांच एवं दवा सुविधा का लाभ मिला। शिविर में आयुर्वेदिक डॉक्टर, फिजीशियन, दंत रोग विशेषज्ञ, नेत्र रोग विशेषज्ञ उपस्थित रहे तथा ब्लड प्रेशर, शुगर, हीमोग्लोबिन आदि की जांच की गई। शिविर में 346 लोगों को मिला स्वास्थ्य लाभ। xyxy=(1089,777,1483,845)
saar-right-section-head xyxy=(1089,50,1483,79)
masthead-city-badge: कोटा xyxy=(717,12,799,38)
masthead-rule xyxy=(12,42,1504,44)
met-photo-block xyxy=(575,818,914,1108)
saar-right-rail xyxy=(1089,50,1483,1724)
khoya-paya-box xyxy=(1244,1726,1483,1804)
met-note-text: सीईओ ने कार्यों के निरीक्षण किये xyxy=(380,1122,519,1135)
left-article-headline: आज यहां बिजली बंद रहेगी xyxy=(33,1952,353,1982)
met-body-left: कोटा, (निसं)। जिला परिषद की मुख्य कार्यकारी अधिकारी ममता तिवारी ने सोमवार को पंचायत समिति क्षेत्र स्थित दो ग्राम पंचायतों में प्रधानमंत्री आवास, महात्मा गांधी नरेगा, एफएससी एवं निर्माण कार्यों का निरीक्षण किया। मुख्य कार्यकारी अधिकारी ने ग्राम पंचायत कुन्दनपुर में आयोजित निरोगी राजस्थान शिविर का निरीक्षण किया जहां 12 बजे तक मात्र 2 लाभार्थी ही उपस्थित पाये गये। उन्होंने आवासों की स्वीकृति एवं घर-घर भेजकर लोगों को काम के संबंध में जानकारी देने के लिए कहा। निरीक्षण के दौरान अनियमितता पाये जाने पर मेट को हटाया गया एवं ग्राम विकास अधिकारी को नोटिस जारी करने के निर्देश दिये गये। xyxy=(366,819,567,1098)
note-bullet-icon: ■ xyxy=(368,1121,375,1135)
registration-target: ⊕ xyxy=(1173,2367,1189,2389)
cmyk-m: M xyxy=(1498,247,1510,264)
cmyk-k: K xyxy=(7,1825,19,1842)
saar-left-section-head xyxy=(33,773,353,803)
registration-target: ⊕ xyxy=(346,2367,363,2389)
saar-article-body: कोटा, (निसं)। श्री देवनारायण भगवान मंदिर विकास समिति द्वारा भगवान देवनारायण जी की जयंती हर्षोल्लास के साथ मनाई गई। समिति संयोजक विनोद दुआ ने जानकारी देते हुए बताया कि श्री देवनारायण भगवान की जयंती के उपलक्ष्य में सुभाष विहार अनूपपुरा स्थित मंदिर प्रांगण में प्रसादी वितरण किया गया। उन्होंने बताया कि समिति की ओर से 600 किलो दूध व 100 किलो चावल से बनी खीर का प्रसाद बनाकर 10 बजे भगवान श्री देवनारायण का अभिषेक कर पूजा अर्चना एवं महाआरती की गई तत्पश्चात खीर बाटी का प्रसाद वितरित किया गया। इस अवसर पर बड़ी संख्या में श्रद्धालु उपस्थित रहे। कार्यक्रम में मुख्य रूप से सुरेश गुर्जर, कमल नागर, गोपाल चौधरी, मांगीलाल गुर्जर, मंदिर संरक्षक देवकरण चौहान, तेजकरण चाड़, रामानंद गुर्जर, भंवरलाल चौहान, बजरंगी नागर गुर्जर, परमानंद महाराज, राधेश्याम बंटी, रामदेव बैरवा, बद्रीलाल सेन, लखन नागर, मुकेश चीत्तौड़ा, रामलाल चौहान, घनश्याम बंजारा, रामस्वरूप, बंशीलाल चौधरी, बिहारी दास, जगन्नाथ नागर, ओमप्रकाश बलराम, हीरालाल बलराम, गब्बा जी महाराज, रामेश्वर नागर, श्योजी चौधरी, लोकेश शर्मा, विष्णु गौड़, हेमंत शर्मा, गोविंद नागर, यशोदा, रमेश चौहान तथा महिलाओं में गायत्री बाई, अनूप बाई, पूरी बाई, अयोध्या बाई, सुधा बाई, सीता बाई, शीला बाई, काली बाई आदि उपस्थित रहे। xyxy=(1089,109,1282,444)
cmyk-m: M xyxy=(7,247,19,264)
lead-story xyxy=(33,50,915,678)
saar-article-headline: विधायक का स्वागत किया xyxy=(1089,1550,1483,1580)
lead-body-right: इसी कड़ी में शहर जिला कांग्रेस कमेटी अध्यक्ष रविंद्र त्यागी के आह्वान पर शहर में जगह-जगह कांग्रेस कार्यकर्ताओं द्वारा प्रदर्शन कर विरोध जताया गया। त्यागी ने कहा कि भाजपा प्रदेशाध्यक्ष सतीश पूनिया के कोटा आगमन पर राष्ट्रीय स्वयंसेवक संघ और भाजपा द्वारा प्रदेश में अशांति फैलाने एवं उदंड पैदा करने के उद्देश्य से सुनियोजित तरीके से कोटा के लोगों की भावनाएं भड़काने का कुत्सित प्रयास किया जा रहा है। कांग्रेस कार्यकर्ता इसे कभी सफल नहीं होने देंगे। राज्य की लोकप्रिय सरकार के खिलाफ छवि बिगाड़ने का प्रयास करने वालों को जनता कभी माफ नहीं करेगी। उन्होंने कहा कि प्रदेश की जनता मुख्यमंत्री के नेतृत्व में चल रही जनकल्याणकारी योजनाओं से खुश है और भाजपा की साजिशों का जवाब आगामी चुनावों में देगी। xyxy=(657,142,915,421)
left-article-body: कोटा, (निसं)। टीएसपी सांसद महुआ मोइत्रा द्वारा लोकसभा में जैन समाज को लेकर की गई आपत्तिजनक टिप्पणी के विरोध का ज्ञापन सकल जैन समाज की ओर से अतिरिक्त कलेक्टर (शहर) को सौंपा गया। ज्ञापन में कहा गया कि संसद जैसे पवित्र सदन में जैन संतों के लिए अपमानजनक शब्दों का प्रयोग किया गया जिससे समाज की भावनाएं आहत हुई हैं। समाज ने सांसद के विरुद्ध कार्यवाही कर सार्वजनिक रूप से क्षमा मांगने की मांग की है। यदि शीघ्र कार्यवाही नहीं हुई तो समाज आंदोलन करेगा। प्रतिनिधि मंडल में समाज के अध्यक्ष, महामंत्री सहित अनेक पदाधिकारी एवं गणमान्य नागरिक उपस्थित रहे। जैन समाज ने राष्ट्रपति के नाम भी ज्ञापन प्रेषित किया है। xyxy=(33,1584,353,1778)
